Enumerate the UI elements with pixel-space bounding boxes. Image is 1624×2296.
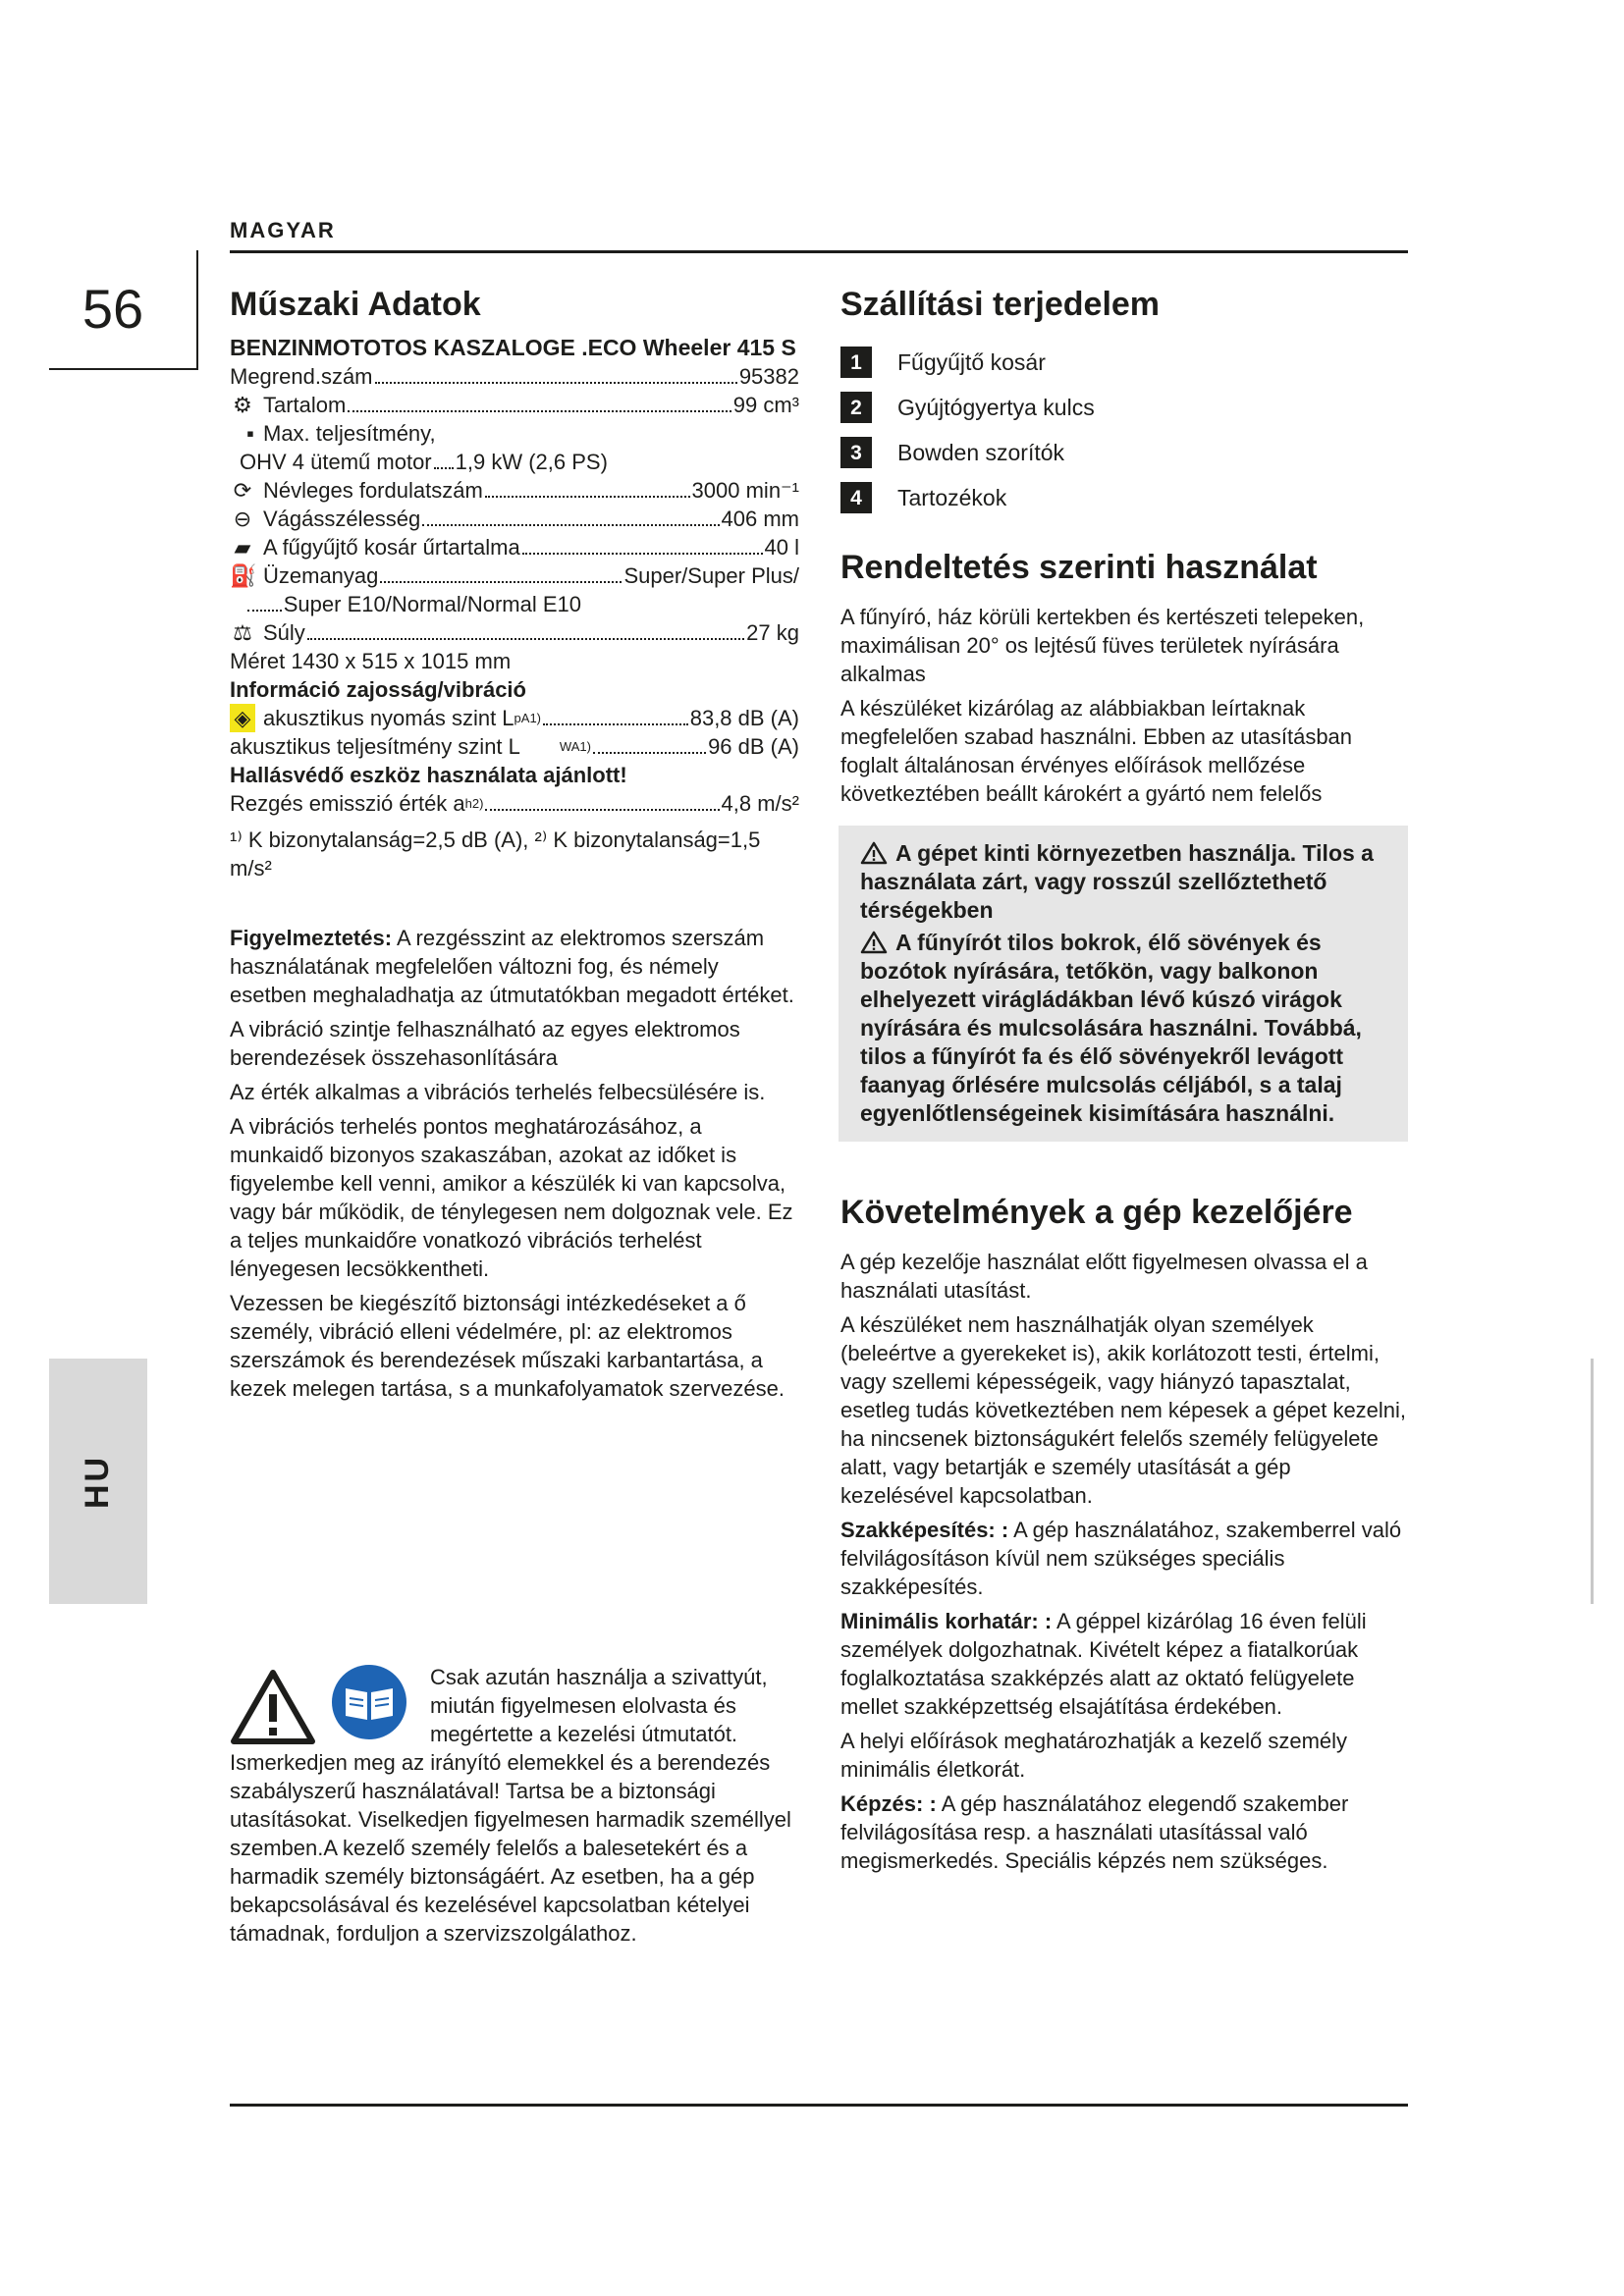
- spec-value: 99 cm³: [732, 393, 799, 417]
- warning-triangle-icon: [860, 841, 888, 865]
- delivery-item: [840, 340, 1408, 385]
- item-number: 4: [840, 482, 872, 513]
- spec-capacity: [230, 391, 799, 419]
- spec-value: 40 l: [764, 535, 799, 560]
- training-lead: Képzés: :: [840, 1791, 937, 1816]
- uncertainty-note: ¹⁾ K bizonytalanság=2,5 dB (A), ²⁾ K bizonytalanság=1,5 m/s²: [230, 828, 761, 881]
- tech-title: Műszaki Adatok: [230, 286, 481, 323]
- subscript: pA: [514, 711, 530, 725]
- vibration: [230, 789, 799, 818]
- read-manual-text-2: Ismerkedjen meg az irányító elemekkel és a berendezés szabályszerű használatával! Tartsa be a biztonsági utasításokat. Viselkedjen figyelmesen harmadik személlyel szemben.A kezelő személy felelős a balesetekért és a harmadik személy biztonságáért. Az esetben, ha a gép bekapcsolásával és kezelésével kapcsolatban kételyei támadnak, forduljon a szervizszolgálathoz.: [230, 1750, 791, 1946]
- spec-label: Súly: [263, 620, 305, 645]
- spec-value: 406 mm: [721, 507, 799, 531]
- hearing-protection: Hallásvédő eszköz használata ajánlott!: [230, 763, 627, 787]
- subscript: h: [464, 796, 472, 811]
- spec-weight: [230, 618, 799, 647]
- operator-title: Követelmények a gép kezelőjére: [840, 1194, 1353, 1231]
- operator-p1: A gép kezelője használat előtt figyelmesen olvassa el a használati utasítást.: [840, 1250, 1368, 1303]
- operator-local-rules: A helyi előírások meghatározhatják a kezelő személy minimális életkorát.: [840, 1729, 1348, 1782]
- spec-label: Tartalom: [263, 393, 347, 417]
- noise-pressure: [230, 704, 799, 732]
- subscript: WA: [559, 739, 580, 754]
- min-age-text: A géppel kizárólag 16 éven felüli személyek dolgozhatnak. Kivételt képez a fiatalkorúak foglalkoztatása szakképzés alatt az oktató felügyelete mellet szakképzettség elsajátítása érdekében.: [840, 1609, 1367, 1719]
- superscript: 1): [529, 711, 542, 725]
- spec-fuel: [230, 561, 799, 590]
- item-label: Tartozékok: [897, 484, 1007, 510]
- warning-triangle-icon: [860, 931, 888, 954]
- min-age-lead: Minimális korhatár: :: [840, 1609, 1053, 1633]
- qualification-lead: Szakképesítés: :: [840, 1518, 1009, 1542]
- spec-order: [230, 362, 799, 391]
- spec-value: 95382: [738, 364, 799, 389]
- qualification-text: A gép használatához, szakemberrel való felvilágosításon kívül nem szükséges speciális szakképesítés.: [840, 1518, 1402, 1599]
- operator-p2: A készüléket nem használhatják olyan személyek (beleértve a gyerekeket is), akik korlátozott testi, értelmi, vagy szellemi képességeik, vagy hiányzó tapasztalat, esetleg tudás következtében nem képesek a gépet kezelni, ha nincsenek biztonságukért felelős személy felügyelete alatt, vagy betartják e személy utasítását a gép kezelésével kapcsolatban.: [840, 1312, 1407, 1508]
- intended-use-title: Rendeltetés szerinti használat: [840, 549, 1318, 586]
- vibration-warning: [230, 924, 799, 1403]
- delivery-item: [840, 475, 1408, 520]
- spec-fuel-2: [230, 590, 581, 618]
- warning-triangle-icon: [230, 1669, 316, 1745]
- item-label: Bowden szorítók: [897, 439, 1065, 465]
- intended-use-p2: A készüléket kizárólag az alábbiakban leírtaknak megfelelően szabad használni. Ebben az utasításban foglalt általánosan érvényes előírások mellőzése következtében beállt károkért a gyártó nem felelős: [840, 696, 1353, 806]
- item-label: Gyújtógyertya kulcs: [897, 394, 1095, 420]
- spec-width: [230, 505, 799, 533]
- spec-label: Vágásszélesség: [263, 507, 421, 531]
- spec-power-label: [230, 419, 799, 448]
- language-tab-label: [49, 1359, 147, 1604]
- delivery-list: [840, 340, 1408, 520]
- noise-title: Információ zajosság/vibráció: [230, 677, 526, 702]
- warning-p3: Az érték alkalmas a vibrációs terhelés felbecsülésére is.: [230, 1080, 766, 1104]
- engine-icon: ▪: [246, 421, 254, 446]
- spec-value: Super E10/Normal/Normal E10: [283, 592, 581, 616]
- right-column: [840, 285, 1408, 1881]
- spec-value: 3000 min⁻¹: [691, 478, 799, 503]
- operator-min-age: [840, 1607, 1408, 1721]
- item-number: 2: [840, 392, 872, 423]
- header-rule: [230, 250, 1408, 253]
- warning-text: A fűnyírót tilos bokrok, élő sövények és bozótok nyírására, tetőkön, vagy balkonon elhelyezett virágládákban lévő kúszó virágok nyírására és mulcsolására használni. Továbbá, tilos a fűnyírót fa és élő sövényekről levágott faanyag őrlésére mulcsolás céljából, s a talaj egyenlőtlenségeinek kisimítására használni.: [860, 930, 1362, 1126]
- spec-value: 1,9 kW (2,6 PS): [455, 450, 608, 474]
- language-tab-text: HU: [79, 1454, 117, 1509]
- warning-p2: A vibráció szintje felhasználható az egyes elektromos berendezések összehasonlítására: [230, 1017, 740, 1070]
- read-manual-block: [230, 1663, 799, 1948]
- spec-value: 83,8 dB (A): [689, 706, 799, 730]
- fuel-pump-icon: ⛽: [230, 563, 257, 588]
- spec-value: 27 kg: [746, 620, 799, 645]
- piston-icon: ⚙: [233, 393, 252, 417]
- spec-value: 96 dB (A): [708, 734, 799, 759]
- spec-power: [230, 448, 608, 476]
- spec-label: akusztikus teljesítmény szint L: [230, 734, 520, 759]
- spec-value: Super/Super Plus/: [623, 563, 799, 588]
- warning-p5: Vezessen be kiegészítő biztonsági intézkedéseket a ő személy, vibráció elleni védelmére, pl: az elektromos szerszámok és berendezések műszaki karbantartása, a kezek melegen tartása, s a munkafolyamatok szervezése.: [230, 1291, 785, 1401]
- warning-p4: A vibrációs terhelés pontos meghatározásához, a munkaidő bizonyos szakaszában, azokat az időket is figyelembe kell venni, amikor a készülék ki van kapcsolva, vagy bár működik, de ténylegesen nem dolgoznak vele. Ez a teljes munkaidőre vonatkozó vibrációs terhelést lényegesen lecsökkentheti.: [230, 1114, 793, 1281]
- sound-pressure-icon: ◈: [230, 704, 255, 732]
- intended-use-p1: A fűnyíró, ház körüli kertekben és kertészeti telepeken, maximálisan 20° os lejtésű füves területek nyírására alkalmas: [840, 605, 1365, 686]
- safety-warning-2: [860, 929, 1386, 1128]
- warning-text: A gépet kinti környezetben használja. Tilos a használata zárt, vagy rosszúl szellőztethető térségekben: [860, 840, 1374, 923]
- rpm-icon: ⟳: [233, 478, 252, 503]
- item-number: 3: [840, 437, 872, 468]
- edge-mark: [1591, 1359, 1594, 1604]
- page-number: 56: [81, 278, 144, 340]
- delivery-item: [840, 385, 1408, 430]
- spec-label: Max. teljesítmény,: [263, 421, 436, 446]
- footer-rule: [230, 2104, 1408, 2107]
- operator-training: [840, 1789, 1408, 1875]
- spec-bag: [230, 533, 799, 561]
- delivery-title: Szállítási terjedelem: [840, 286, 1161, 323]
- spec-label: Megrend.szám: [230, 364, 373, 389]
- item-number: 1: [840, 347, 872, 378]
- operator-qualification: [840, 1516, 1408, 1601]
- read-manual-text-1: Csak azután használja a szivattyút, miután figyelmesen elolvasta és megértette a kezelési útmutatót.: [430, 1665, 768, 1746]
- noise-power: [230, 732, 799, 761]
- spec-label: OHV 4 ütemű motor: [240, 450, 432, 474]
- grass-bag-icon: ▰: [234, 535, 251, 560]
- left-column: [230, 285, 799, 1409]
- cutting-width-icon: ⊖: [233, 507, 252, 531]
- spec-speed: [230, 476, 799, 505]
- warning-p1: A rezgésszint az elektromos szerszám használatának megfelelően változni fog, és némely esetben meghaladhatja az útmutatókban megadott értéket.: [230, 926, 794, 1007]
- spec-label: Rezgés emisszió érték a: [230, 791, 465, 816]
- spec-label: Üzemanyag: [263, 563, 379, 588]
- product-name: BENZINMOTOTOS KASZALOGE .ECO Wheeler 415 S: [230, 335, 796, 360]
- spec-size: Méret 1430 x 515 x 1015 mm: [230, 649, 512, 673]
- spec-label: A fűgyűjtő kosár űrtartalma: [263, 535, 520, 560]
- superscript: 1): [579, 739, 591, 754]
- item-label: Fűgyűjtő kosár: [897, 348, 1046, 375]
- superscript: 2): [471, 796, 484, 811]
- safety-warning-box: [839, 826, 1408, 1142]
- spec-label: akusztikus nyomás szint L: [263, 706, 514, 730]
- weight-icon: ⚖: [233, 620, 252, 645]
- read-manual-icon: [330, 1663, 408, 1741]
- delivery-item: [840, 430, 1408, 475]
- safety-warning-1: [860, 839, 1386, 925]
- spec-label: Névleges fordulatszám: [263, 478, 483, 503]
- training-text: A gép használatához elegendő szakember felvilágosítása resp. a használati utasítással való megismerkedés. Speciális képzés nem szükséges.: [840, 1791, 1349, 1873]
- spec-value: 4,8 m/s²: [721, 791, 799, 816]
- warning-lead: Figyelmeztetés:: [230, 926, 393, 950]
- language-header: MAGYAR: [230, 218, 336, 242]
